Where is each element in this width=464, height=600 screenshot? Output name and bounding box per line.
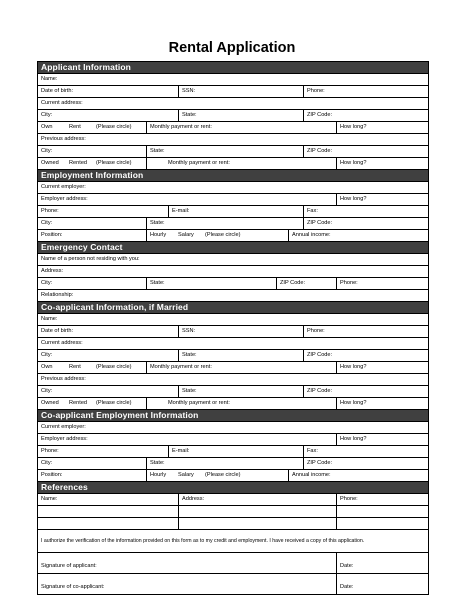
current-address-label: Current address: <box>41 100 83 106</box>
city-label: City: <box>41 220 53 226</box>
phone-label: Phone: <box>307 328 325 334</box>
ssn-label: SSN: <box>182 328 196 334</box>
city-label: City: <box>41 388 53 394</box>
address-label: Address: <box>41 268 64 274</box>
applicant-city-row[interactable] <box>38 109 428 121</box>
coapplicant-previous-address-row[interactable] <box>38 373 428 385</box>
rent-label: Rent <box>69 124 81 130</box>
salary-label: Salary <box>178 232 194 238</box>
city-label: City: <box>41 460 53 466</box>
rental-application-form <box>37 61 429 595</box>
own-label: Own <box>41 364 53 370</box>
city-label: City: <box>41 148 53 154</box>
date-label: Date: <box>340 584 354 590</box>
owned-label: Owned <box>41 160 59 166</box>
reference-row[interactable] <box>38 517 428 529</box>
phone-label: Phone: <box>307 88 325 94</box>
applicant-signature-row[interactable] <box>38 552 428 573</box>
relationship-label: Relationship: <box>41 292 74 298</box>
coapplicant-owned-rented-row[interactable] <box>38 397 428 409</box>
applicant-current-address-row[interactable] <box>38 97 428 109</box>
annual-income-label: Annual income: <box>292 232 331 238</box>
monthly-payment-label: Monthly payment or rent: <box>168 400 230 406</box>
coapplicant-current-address-row[interactable] <box>38 337 428 349</box>
zip-label: ZIP Code: <box>307 148 333 154</box>
hourly-label: Hourly <box>150 232 167 238</box>
employment-employer-row[interactable] <box>38 181 428 193</box>
zip-label: ZIP Code: <box>307 388 333 394</box>
state-label: State: <box>150 280 165 286</box>
signature-applicant-label: Signature of applicant: <box>41 563 97 569</box>
dob-label: Date of birth: <box>41 88 74 94</box>
date-label: Date: <box>340 563 354 569</box>
position-label: Position: <box>41 472 63 478</box>
state-label: State: <box>182 388 197 394</box>
how-long-label: How long? <box>340 160 367 166</box>
coemployment-position-row[interactable] <box>38 469 428 481</box>
references-header-row[interactable] <box>38 493 428 505</box>
current-address-label: Current address: <box>41 340 83 346</box>
non-resident-label: Name of a person not residing with you: <box>41 256 140 262</box>
monthly-payment-label: Monthly payment or rent: <box>150 364 212 370</box>
owned-label: Owned <box>41 400 59 406</box>
please-circle-label: (Please circle) <box>96 160 132 166</box>
rented-label: Rented <box>69 400 88 406</box>
employment-phone-row[interactable] <box>38 205 428 217</box>
authorization-statement: I authorize the verification of the information provided on this form as to my credit and employment. I have received a copy of this application. <box>38 529 428 552</box>
phone-label: Phone: <box>41 448 59 454</box>
employer-address-label: Employer address: <box>41 196 88 202</box>
section-emergency-contact: Emergency Contact <box>38 241 428 253</box>
hourly-label: Hourly <box>150 472 167 478</box>
email-label: E-mail: <box>172 208 190 214</box>
employer-address-label: Employer address: <box>41 436 88 442</box>
emergency-name-row[interactable] <box>38 253 428 265</box>
ssn-label: SSN: <box>182 88 196 94</box>
name-label: Name: <box>41 76 58 82</box>
zip-label: ZIP Code: <box>280 280 306 286</box>
own-label: Own <box>41 124 53 130</box>
how-long-label: How long? <box>340 364 367 370</box>
coemployment-phone-row[interactable] <box>38 445 428 457</box>
coapplicant-own-rent-row[interactable] <box>38 361 428 373</box>
phone-label: Phone: <box>41 208 59 214</box>
applicant-owned-rented-row[interactable] <box>38 157 428 169</box>
applicant-previous-address-row[interactable] <box>38 133 428 145</box>
employment-employer-address-row[interactable] <box>38 193 428 205</box>
section-coapplicant-information: Co-applicant Information, if Married <box>38 301 428 313</box>
dob-label: Date of birth: <box>41 328 74 334</box>
ref-name-label: Name: <box>41 496 58 502</box>
applicant-own-rent-row[interactable] <box>38 121 428 133</box>
employment-city-row[interactable] <box>38 217 428 229</box>
name-label: Name: <box>41 316 58 322</box>
coemployment-employer-address-row[interactable] <box>38 433 428 445</box>
monthly-payment-label: Monthly payment or rent: <box>150 124 212 130</box>
previous-address-label: Previous address: <box>41 136 86 142</box>
state-label: State: <box>150 220 165 226</box>
employment-position-row[interactable] <box>38 229 428 241</box>
previous-address-label: Previous address: <box>41 376 86 382</box>
section-references: References <box>38 481 428 493</box>
coemployment-city-row[interactable] <box>38 457 428 469</box>
zip-label: ZIP Code: <box>307 460 333 466</box>
coapplicant-dob-row[interactable] <box>38 325 428 337</box>
fax-label: Fax: <box>307 208 318 214</box>
coapplicant-prev-city-row[interactable] <box>38 385 428 397</box>
how-long-label: How long? <box>340 436 367 442</box>
form-title: Rental Application <box>168 40 296 56</box>
fax-label: Fax: <box>307 448 318 454</box>
city-label: City: <box>41 280 53 286</box>
section-employment-information: Employment Information <box>38 169 428 181</box>
zip-label: ZIP Code: <box>307 220 333 226</box>
state-label: State: <box>150 148 165 154</box>
rented-label: Rented <box>69 160 88 166</box>
state-label: State: <box>182 352 197 358</box>
phone-label: Phone: <box>340 280 358 286</box>
city-label: City: <box>41 352 53 358</box>
salary-label: Salary <box>178 472 194 478</box>
signature-coapplicant-label: Signature of co-applicant: <box>41 584 105 590</box>
how-long-label: How long? <box>340 196 367 202</box>
state-label: State: <box>150 460 165 466</box>
please-circle-label: (Please circle) <box>96 124 132 130</box>
coapplicant-signature-row[interactable] <box>38 573 428 594</box>
zip-label: ZIP Code: <box>307 112 333 118</box>
current-employer-label: Current employer: <box>41 184 86 190</box>
how-long-label: How long? <box>340 400 367 406</box>
email-label: E-mail: <box>172 448 190 454</box>
how-long-label: How long? <box>340 124 367 130</box>
please-circle-label: (Please circle) <box>205 472 241 478</box>
position-label: Position: <box>41 232 63 238</box>
rent-label: Rent <box>69 364 81 370</box>
state-label: State: <box>182 112 197 118</box>
please-circle-label: (Please circle) <box>96 400 132 406</box>
ref-phone-label: Phone: <box>340 496 358 502</box>
section-applicant-information: Applicant Information <box>38 61 428 73</box>
please-circle-label: (Please circle) <box>205 232 241 238</box>
city-label: City: <box>41 112 53 118</box>
monthly-payment-label: Monthly payment or rent: <box>168 160 230 166</box>
annual-income-label: Annual income: <box>292 472 331 478</box>
ref-address-label: Address: <box>182 496 205 502</box>
applicant-prev-city-row[interactable] <box>38 145 428 157</box>
coemployment-employer-row[interactable] <box>38 421 428 433</box>
section-coapplicant-employment: Co-applicant Employment Information <box>38 409 428 421</box>
please-circle-label: (Please circle) <box>96 364 132 370</box>
emergency-city-row[interactable] <box>38 277 428 289</box>
reference-row[interactable] <box>38 505 428 517</box>
emergency-relationship-row[interactable] <box>38 289 428 301</box>
applicant-dob-row[interactable] <box>38 85 428 97</box>
coapplicant-name-row[interactable] <box>38 313 428 325</box>
coapplicant-city-row[interactable] <box>38 349 428 361</box>
zip-label: ZIP Code: <box>307 352 333 358</box>
applicant-name-row[interactable] <box>38 73 428 85</box>
emergency-address-row[interactable] <box>38 265 428 277</box>
current-employer-label: Current employer: <box>41 424 86 430</box>
